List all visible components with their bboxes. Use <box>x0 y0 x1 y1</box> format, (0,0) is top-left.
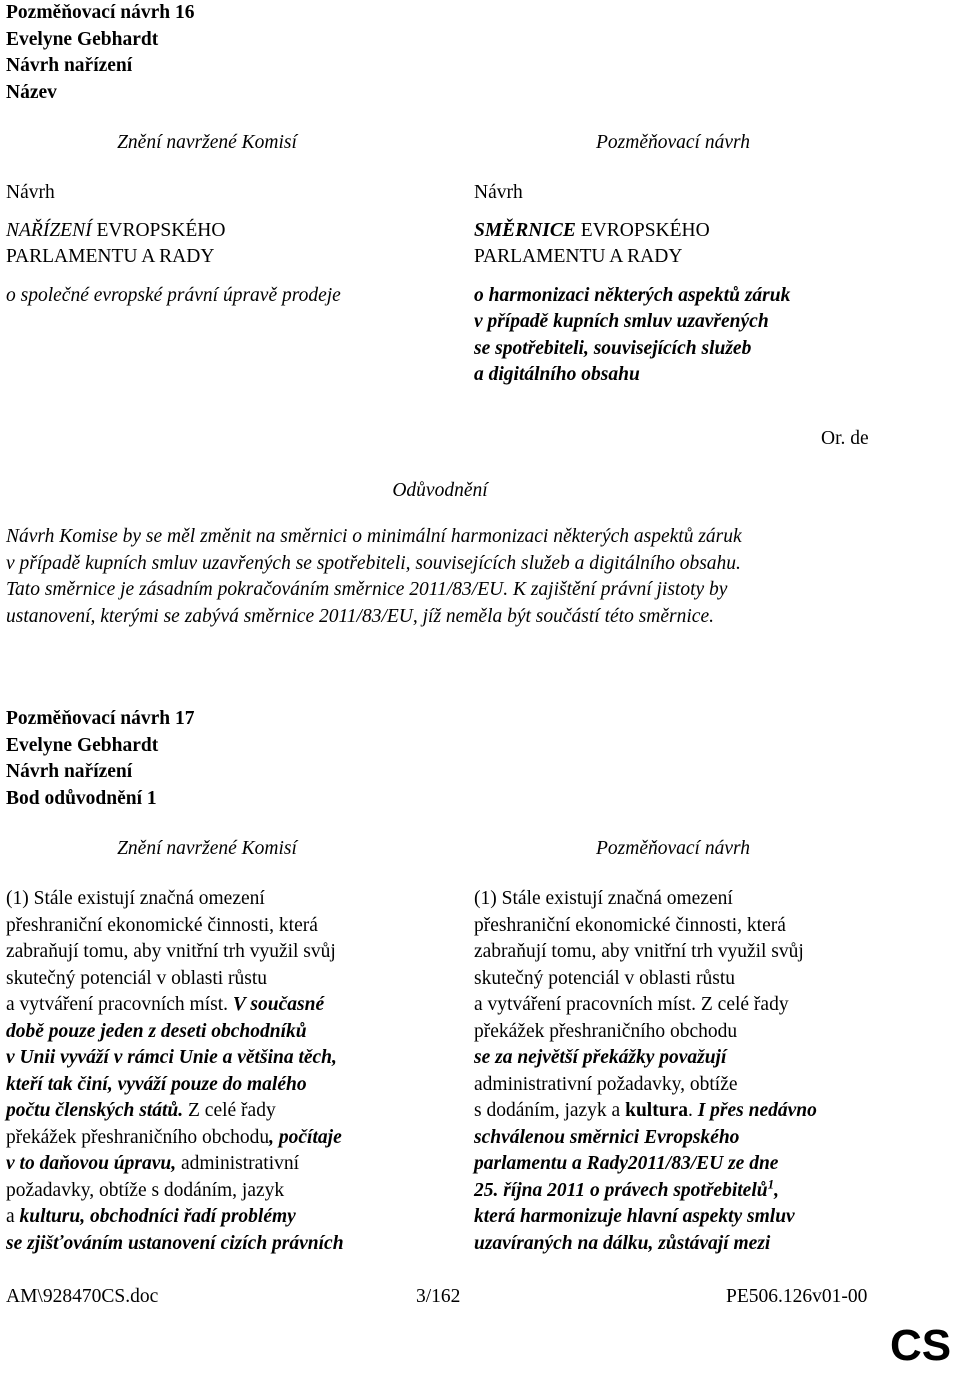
am16-right-subject <box>474 283 894 389</box>
justification-line: Návrh Komise by se měl změnit na směrnici o minimální harmonizaci některých aspektů záruk <box>6 526 742 547</box>
am17-left-segment: se zjišťováním ustanovení cizích právních <box>6 1232 344 1254</box>
am17-right-segment: schválenou směrnici Evropského <box>474 1126 740 1148</box>
am16-right-act-type: SMĚRNICE <box>474 219 576 241</box>
am16-right-text <box>474 180 894 389</box>
am17-right-line <box>474 1019 894 1046</box>
am16-header <box>6 0 194 106</box>
am17-right-segment: a vytváření pracovních míst. Z celé řady <box>474 994 789 1015</box>
am17-left-line <box>6 1019 426 1046</box>
am16-justification-text <box>6 524 906 630</box>
am17-right-segment: parlamentu a Rady2011/83/EU ze dne <box>474 1153 779 1174</box>
am16-left-column-title: Znění navržené Komisí <box>117 132 297 153</box>
am17-right-segment: skutečný potenciál v oblasti růstu <box>474 967 736 989</box>
am17-right-segment: administrativní požadavky, obtíže <box>474 1073 738 1095</box>
am16-right-act <box>474 218 894 245</box>
am17-left-segment: počtu členských států. <box>6 1100 184 1121</box>
am17-right-line <box>474 1072 894 1099</box>
am17-left-segment: a vytváření pracovních míst. <box>6 994 233 1015</box>
am17-right-segment: , <box>774 1179 779 1201</box>
am17-left-line <box>6 1072 426 1099</box>
am17-left-line <box>6 966 426 993</box>
am16-proposal: Návrh nařízení <box>6 55 133 76</box>
am16-left-act-rest: EVROPSKÉHO <box>91 219 226 241</box>
am17-right-line <box>474 1151 894 1178</box>
am17-left-segment: v to daňovou úpravu, <box>6 1153 177 1174</box>
am16-left-act <box>6 218 426 245</box>
am16-target: Název <box>6 81 57 103</box>
am17-right-text <box>474 886 894 1257</box>
am17-right-line <box>474 966 894 993</box>
am17-proposal: Návrh nařízení <box>6 761 133 782</box>
am17-right-segment: překážek přeshraničního obchodu <box>474 1020 738 1042</box>
am17-left-segment: skutečný potenciál v oblasti růstu <box>6 967 268 989</box>
am17-left-line <box>6 1204 426 1231</box>
am17-right-segment: přeshraniční ekonomické činnosti, která <box>474 914 786 936</box>
am17-right-line <box>474 1178 894 1205</box>
am17-left-text <box>6 886 426 1257</box>
am17-left-line <box>6 992 426 1019</box>
am17-left-segment: překážek přeshraničního obchodu <box>6 1126 270 1148</box>
am17-right-line <box>474 992 894 1019</box>
am17-right-segment: která harmonizuje hlavní aspekty smluv <box>474 1206 795 1227</box>
am16-left-act-type: NAŘÍZENÍ <box>6 219 92 241</box>
am17-left-line <box>6 1045 426 1072</box>
am17-right-segment: kultura <box>625 1100 688 1121</box>
am17-left-line <box>6 1151 426 1178</box>
am17-left-line <box>6 939 426 966</box>
am16-right-subject-line: o harmonizaci některých aspektů záruk <box>474 284 791 306</box>
am16-left-act-line2: PARLAMENTU A RADY <box>6 246 215 267</box>
am17-right-line <box>474 1204 894 1231</box>
am17-right-segment: uzavíraných na dálku, zůstávají mezi <box>474 1232 771 1254</box>
am16-right-subject-line: v případě kupních smluv uzavřených <box>474 311 769 332</box>
am17-left-segment: (1) Stále existují značná omezení <box>6 888 265 909</box>
am17-left-line <box>6 1178 426 1205</box>
am16-original-language: Or. de <box>821 428 869 449</box>
footer-doc-ref: AM\928470CS.doc <box>6 1286 159 1307</box>
justification-line: Tato směrnice je zásadním pokračováním směrnice 2011/83/EU. K zajištění právní jistoty by <box>6 579 728 600</box>
am17-right-segment: . <box>687 1100 698 1121</box>
am17-left-segment: , počítaje <box>269 1126 342 1148</box>
am17-left-line <box>6 886 426 913</box>
am17-left-segment: v Unii vyváží v rámci Unie a většina těch, <box>6 1047 337 1068</box>
am17-right-segment: s dodáním, jazyk a <box>474 1100 626 1121</box>
am17-left-column-title: Znění navržené Komisí <box>117 838 297 859</box>
am17-left-segment: kulturu, obchodníci řadí problémy <box>19 1206 296 1227</box>
am17-number: Pozměňovací návrh 17 <box>6 708 195 729</box>
am16-number: Pozměňovací návrh 16 <box>6 2 195 23</box>
am16-justification-title: Odůvodnění <box>392 480 488 501</box>
justification-line: v případě kupních smluv uzavřených se spotřebiteli, souvisejících služeb a digitálního obsahu. <box>6 552 741 574</box>
am17-right-segment: 25. října 2011 o právech spotřebitelů <box>474 1179 768 1201</box>
am16-left-navrh: Návrh <box>6 182 55 203</box>
am17-left-segment: přeshraniční ekonomické činnosti, která <box>6 914 318 936</box>
am17-left-segment: požadavky, obtíže s dodáním, jazyk <box>6 1179 285 1201</box>
am17-right-line <box>474 939 894 966</box>
am17-left-segment: kteří tak činí, vyváží pouze do malého <box>6 1073 307 1095</box>
am16-left-text <box>6 180 426 309</box>
am17-left-segment: zabraňují tomu, aby vnitřní trh využil svůj <box>6 941 336 962</box>
am17-left-segment: Z celé řady <box>183 1100 276 1121</box>
am16-right-act-line2: PARLAMENTU A RADY <box>474 246 683 267</box>
am16-right-navrh: Návrh <box>474 182 523 203</box>
am16-right-act-rest: EVROPSKÉHO <box>575 219 710 241</box>
am17-left-line <box>6 1098 426 1125</box>
am17-left-segment: administrativní <box>176 1153 300 1174</box>
am17-left-segment: a <box>6 1206 20 1227</box>
footer-page-number: 3/162 <box>416 1286 461 1307</box>
am16-right-subject-line: se spotřebiteli, souvisejících služeb <box>474 337 752 359</box>
am17-right-line <box>474 1125 894 1152</box>
am16-author: Evelyne Gebhardt <box>6 28 159 50</box>
am17-right-segment: (1) Stále existují značná omezení <box>474 888 733 909</box>
am17-right-column-title: Pozměňovací návrh <box>596 838 750 859</box>
footer-pe-ref: PE506.126v01-00 <box>726 1286 868 1307</box>
am17-right-segment: se za největší překážky považují <box>474 1047 727 1068</box>
am17-right-line <box>474 886 894 913</box>
am17-right-line <box>474 1098 894 1125</box>
am17-left-line <box>6 913 426 940</box>
am17-right-segment: I přes nedávno <box>697 1100 817 1121</box>
am17-left-segment: době pouze jeden z deseti obchodníků <box>6 1020 307 1042</box>
am17-author: Evelyne Gebhardt <box>6 734 159 756</box>
am17-right-line <box>474 1045 894 1072</box>
am16-right-subject-line: a digitálního obsahu <box>474 364 640 385</box>
justification-line: ustanovení, kterými se zabývá směrnice 2011/83/EU, jíž neměla být součástí této směrnice. <box>6 605 714 627</box>
am17-right-segment: 1 <box>767 1176 775 1191</box>
am17-left-segment: V současné <box>232 994 325 1015</box>
am17-target: Bod odůvodnění 1 <box>6 787 157 809</box>
am17-left-line <box>6 1125 426 1152</box>
am16-right-column-title: Pozměňovací návrh <box>596 132 750 153</box>
am17-right-line <box>474 1231 894 1258</box>
am17-header <box>6 706 194 812</box>
am17-left-line <box>6 1231 426 1258</box>
language-badge: CS <box>890 1321 952 1370</box>
am17-right-line <box>474 913 894 940</box>
am17-right-segment: zabraňují tomu, aby vnitřní trh využil svůj <box>474 941 804 962</box>
am16-left-subject: o společné evropské právní úpravě prodeje <box>6 284 341 306</box>
